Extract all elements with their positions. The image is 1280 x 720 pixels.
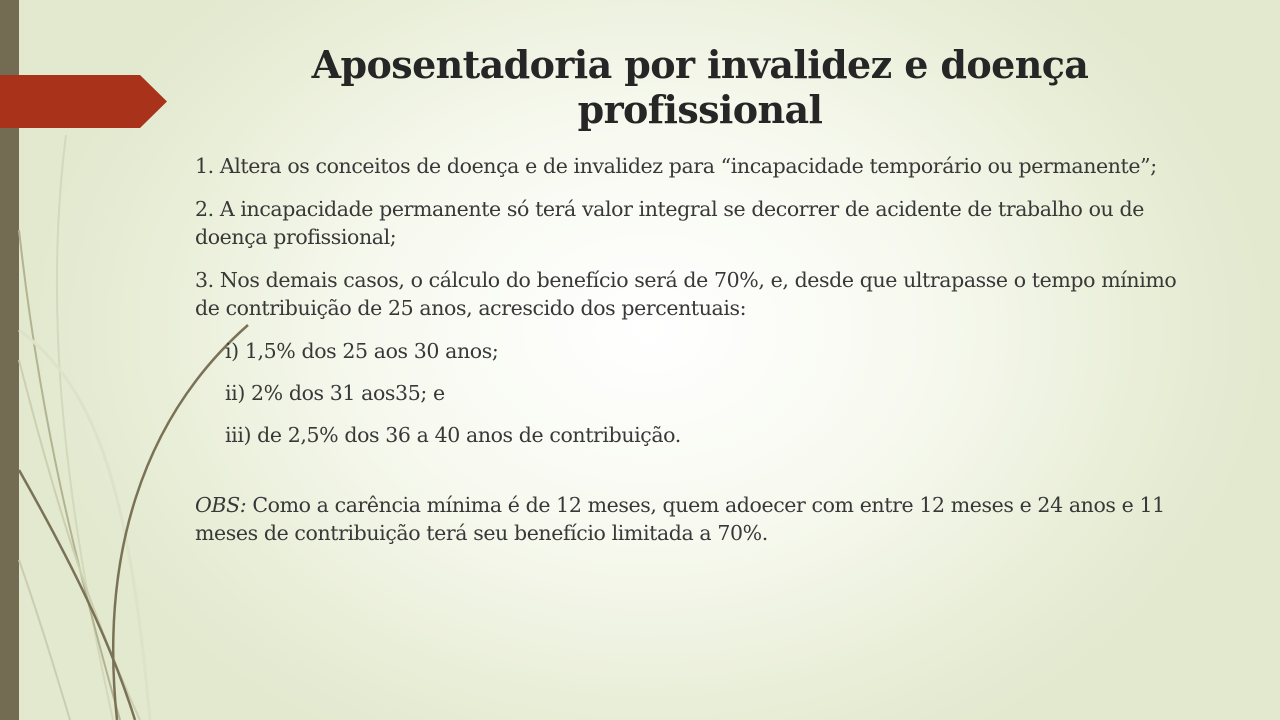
observation-label: OBS: (195, 493, 247, 517)
slide-title: Aposentadoria por invalidez e doença profissional (311, 42, 1089, 132)
sub-list-item: i) 1,5% dos 25 aos 30 anos; (225, 339, 499, 363)
observation-note (195, 491, 1205, 547)
title-arrow-marker (0, 75, 167, 128)
list-item: 1. Altera os conceitos de doença e de invalidez para “incapacidade temporário ou permanente”; (195, 154, 1157, 178)
list-item: 3. Nos demais casos, o cálculo do benefício será de 70%, e, desde que ultrapasse o tempo mínimo de contribuição de 25 anos, acrescido dos percentuais: (195, 268, 1177, 320)
sub-list-item: ii) 2% dos 31 aos35; e (225, 381, 445, 405)
slide-body (195, 152, 1205, 562)
list-item: 2. A incapacidade permanente só terá valor integral se decorrer de acidente de trabalho ou de doença profissional; (195, 197, 1144, 249)
sub-list-item: iii) de 2,5% dos 36 a 40 anos de contribuição. (225, 423, 681, 447)
observation-text: Como a carência mínima é de 12 meses, quem adoecer com entre 12 meses e 24 anos e 11 meses de contribuição terá seu benefício limitada a 70%. (195, 493, 1165, 545)
